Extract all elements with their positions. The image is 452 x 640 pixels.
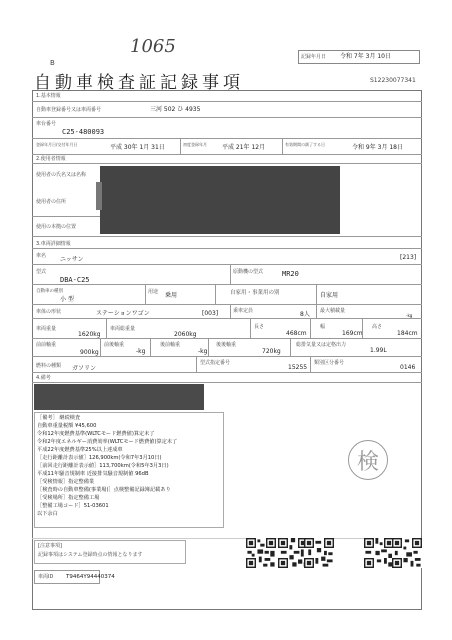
fuel-label: 燃料の種類 [36, 363, 62, 369]
rf-axle-value: -kg [198, 348, 208, 355]
displacement-value: 1.99L [370, 347, 387, 354]
qr-code-5 [392, 538, 422, 568]
qr-code-1 [246, 538, 276, 568]
section4-heading: 4.備考 [36, 375, 51, 381]
body-code: [003] [202, 310, 219, 317]
kind-label: 自動車の種別 [36, 289, 63, 294]
body-value: ステーションワゴン [96, 310, 150, 317]
weight-value: 1620kg [78, 331, 101, 338]
section2-heading: 2.使用者情報 [36, 156, 66, 162]
document-title: 自動車検査証記録事項 [34, 73, 244, 93]
type-number-value: 15255 [288, 364, 308, 371]
section3-heading: 3.車両詳細情報 [36, 241, 71, 247]
max-load-label: 最大積載量 [320, 308, 346, 314]
note-line: 令和12年度燃費基準(WLTCモード燃費値)算定未了 [37, 431, 155, 437]
note-line: 平成22年度燃費基準25%以上達成車 [37, 447, 123, 453]
attention-text: 記録事項はシステム登録時点の情報となります [38, 552, 143, 558]
user-name-label: 使用者の氏名又は名称 [36, 172, 87, 178]
capacity-label: 乗車定員 [233, 308, 254, 314]
note-line: 平成11年騒音規制車 近接排気騒音規制値 96dB [37, 471, 149, 477]
document-number: S12230077341 [370, 77, 416, 84]
model-value: DBA-C25 [60, 276, 90, 284]
fr-axle-label: 前後軸重 [104, 342, 125, 348]
note-line: 令和2年度エネルギー消費効率(WLTCモード燃費値)算定未了 [37, 439, 178, 445]
note-line: ［走行距離計表示値］126,900km(令和7年3月10日) [37, 455, 162, 461]
maker-code: [213] [400, 254, 417, 261]
body-label: 車体の形状 [36, 309, 62, 315]
qr-code-3 [304, 538, 334, 568]
note-line: 自動車重量税額 ¥45,600 [37, 423, 97, 429]
redacted-notes-top [34, 384, 204, 410]
stamp-char: 検 [356, 449, 379, 475]
expiry-value: 令和 9年 3月 18日 [352, 144, 403, 151]
qr-code-4 [364, 538, 394, 568]
expiry-label: 有効期間の満了する日 [285, 142, 325, 147]
model-label: 型式 [36, 269, 47, 275]
use-label: 用途 [148, 289, 159, 295]
notes-box [34, 412, 224, 528]
note-line: ［整備工場コード］51-03601 [37, 503, 109, 509]
width-label: 幅 [320, 324, 326, 330]
gross-value: 2060kg [174, 331, 197, 338]
note-line: ［受検情報］指定整備業 [37, 479, 95, 485]
inspection-stamp [348, 440, 388, 480]
rr-axle-label: 後後軸重 [216, 342, 237, 348]
vehicle-id-label: 車両ID [38, 574, 54, 580]
first-year-label: 初度登録年月 [183, 142, 207, 147]
max-load-value: -kg [406, 313, 413, 318]
section1-heading: 1.基本情報 [36, 93, 61, 99]
ff-axle-label: 前前軸重 [36, 342, 57, 348]
chassis-value: C25-480093 [62, 128, 105, 136]
maker-label: 車名 [36, 253, 47, 259]
note-line: ［受検場所］指定整備工場 [37, 495, 100, 501]
redacted-user-info [100, 166, 340, 234]
first-reg-value: 平成 30年 1月 31日 [110, 144, 165, 151]
use-value: 乗用 [165, 292, 178, 299]
reg-number-value: 三河 502 ひ 4935 [150, 106, 201, 113]
user-address-label: 使用者の住所 [36, 199, 67, 205]
handwritten-number: 1065 [130, 36, 176, 57]
record-date-label: 記録年月日 [301, 54, 327, 60]
base-location-label: 使用の本拠の位置 [36, 224, 77, 230]
capacity-value: 8人 [300, 311, 310, 318]
width-value: 169cm [342, 330, 363, 337]
rf-axle-label: 後前軸重 [160, 342, 181, 348]
fr-axle-value: -kg [136, 348, 146, 355]
private-value: 自家用 [320, 292, 339, 299]
gross-label: 車両総重量 [110, 326, 136, 332]
engine-label: 原動機の型式 [233, 269, 264, 275]
weight-label: 車両重量 [36, 326, 57, 332]
category-label: 類別区分番号 [314, 360, 345, 366]
rr-axle-value: 720kg [262, 348, 281, 355]
note-line: ［検査時の自動車整備(事業場)］点検整備記録簿記載あり [37, 487, 171, 493]
displacement-label: 総排気量又は定格出力 [296, 342, 347, 348]
kind-value: 小 型 [60, 296, 74, 303]
first-year-value: 平成 21年 12月 [222, 144, 266, 151]
note-line: ［備考］ 継続検査 [37, 415, 81, 421]
type-number-label: 型式指定番号 [200, 360, 231, 366]
height-value: 184cm [397, 330, 418, 337]
note-line: 以下余白 [37, 511, 58, 517]
attention-heading: [注意事項] [38, 543, 62, 549]
maker-value: ニッサン [60, 256, 84, 263]
redacted-user-info-edge [96, 182, 102, 210]
vehicle-id-value: T9464Y94440374 [66, 574, 115, 580]
length-value: 468cm [286, 330, 307, 337]
record-date-value: 令和 7年 3月 10日 [340, 53, 391, 60]
fuel-value: ガソリン [72, 365, 97, 372]
label-b: B [50, 59, 55, 67]
note-line: ［前回走行距離計表示値］113,700km(令和5年3月3日) [37, 463, 169, 469]
engine-value: MR20 [282, 270, 299, 278]
ff-axle-value: 900kg [80, 349, 99, 356]
height-label: 高さ [372, 324, 383, 330]
chassis-label: 車台番号 [36, 121, 57, 127]
length-label: 長さ [254, 324, 265, 330]
category-value: 0146 [400, 364, 416, 371]
first-reg-label: 登録年月日/交付年月日 [36, 142, 78, 147]
reg-number-label: 自動車登録番号又は車両番号 [36, 107, 102, 113]
private-label: 自家用・事業用の別 [230, 290, 280, 296]
